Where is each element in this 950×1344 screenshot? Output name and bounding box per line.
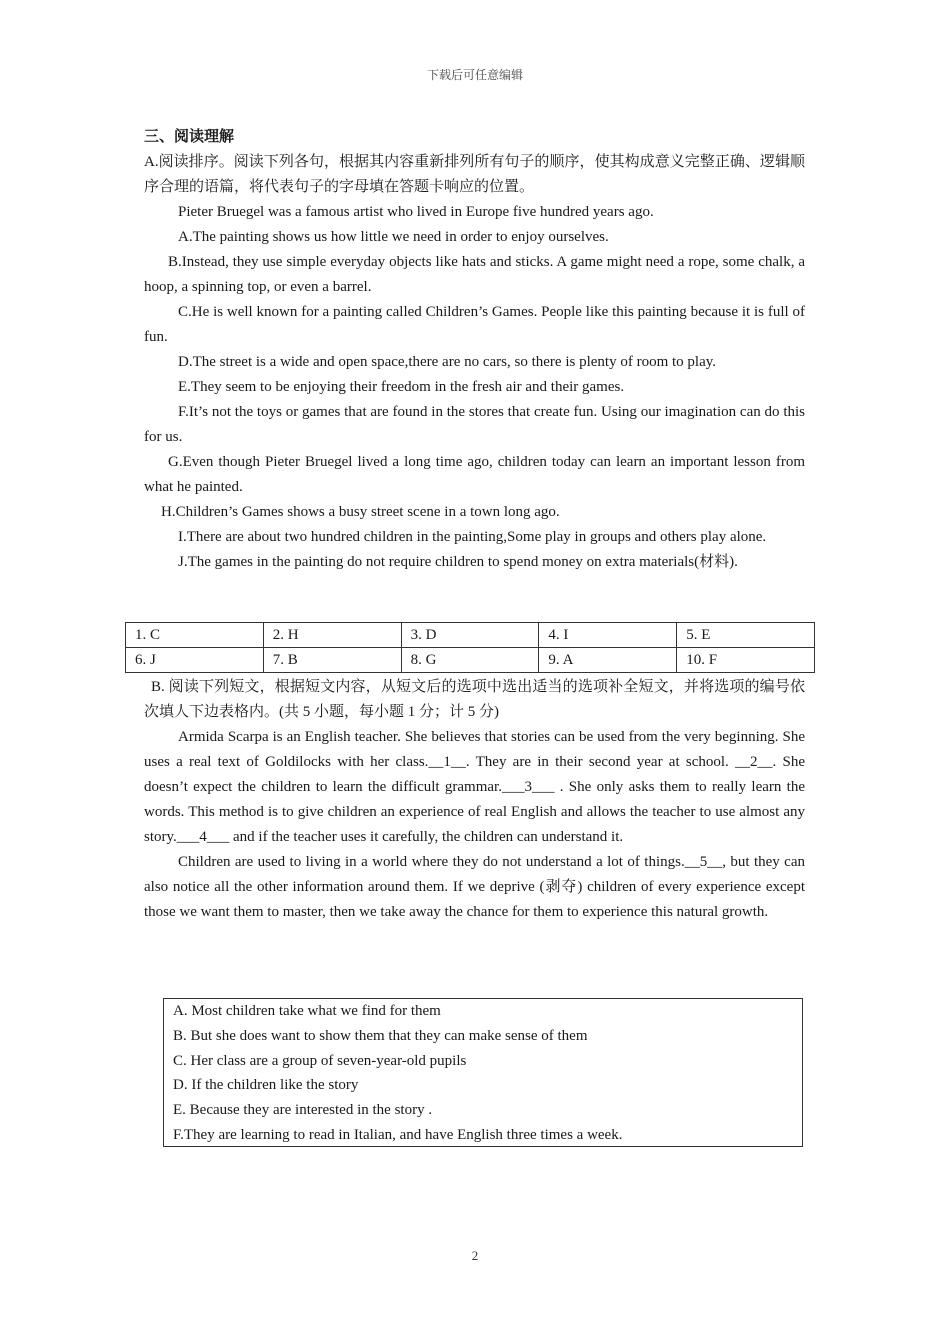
table-row xyxy=(126,648,815,673)
option-e: E. Because they are interested in the story . xyxy=(173,1102,433,1119)
passage-paragraph-1: Armida Scarpa is an English teacher. She believes that stories can be used from the very beginning. She uses a real text of Goldilocks with her class.__1__. They are in their second year at school. __2__. She doesn’t expect the children to learn the difficult grammar.___3___ . She only asks them to really learn the words. This method is to give children an experience of real English and allows the teacher to use almost any story.___4___ and if the teacher uses it carefully, the children can understand it. xyxy=(144,729,805,845)
sentence-j: J.The games in the painting do not require children to spend money on extra materials(材料). xyxy=(178,554,738,570)
option-f: F.They are learning to read in Italian, and have English three times a week. xyxy=(173,1126,623,1143)
option-b: B. But she does want to show them that they can make sense of them xyxy=(173,1027,588,1044)
sentence-e: E.They seem to be enjoying their freedom in the fresh air and their games. xyxy=(178,379,625,395)
passage-paragraph-2: Children are used to living in a world where they do not understand a lot of things.__5__, but they can also notice all the other information around them. If we deprive (剥夺) children of every experience except those we want them to master, then we take away the chance for them to experience this natural growth. xyxy=(144,854,805,920)
answer-cell: 2. H xyxy=(263,623,401,648)
part-b-instructions: B. 阅读下列短文，根据短文内容，从短文后的选项中选出适当的选项补全短文，并将选项的编号依次填人下边表格内。(共 5 小题，每小题 1 分；计 5 分) xyxy=(144,679,805,720)
sentence-b: B.Instead, they use simple everyday objects like hats and sticks. A game might need a rope, some chalk, a hoop, a spinning top, or even a barrel. xyxy=(144,254,805,295)
sentence-d: D.The street is a wide and open space,there are no cars, so there is plenty of room to play. xyxy=(178,354,717,370)
answer-cell: 3. D xyxy=(401,623,539,648)
option-d: D. If the children like the story xyxy=(173,1077,359,1094)
answer-cell: 9. A xyxy=(539,648,677,673)
sentence-g: G.Even though Pieter Bruegel lived a long time ago, children today can learn an important lesson from what he painted. xyxy=(144,454,805,495)
table-row xyxy=(126,623,815,648)
part-a xyxy=(144,125,805,575)
answer-cell: 1. C xyxy=(126,623,264,648)
part-b xyxy=(144,675,805,925)
sentence-f: F.It’s not the toys or games that are found in the stores that create fun. Using our imagination can do this for us. xyxy=(144,404,805,445)
answer-cell: 5. E xyxy=(677,623,815,648)
opening-sentence: Pieter Bruegel was a famous artist who lived in Europe five hundred years ago. xyxy=(178,204,654,220)
options-box xyxy=(163,998,803,1147)
sentence-h: H.Children’s Games shows a busy street scene in a town long ago. xyxy=(161,504,560,520)
option-c: C. Her class are a group of seven-year-old pupils xyxy=(173,1052,467,1069)
answer-cell: 7. B xyxy=(263,648,401,673)
answer-cell: 8. G xyxy=(401,648,539,673)
sentence-c: C.He is well known for a painting called Children’s Games. People like this painting because it is full of fun. xyxy=(144,304,805,345)
sentence-i: I.There are about two hundred children in the painting,Some play in groups and others play alone. xyxy=(178,529,767,545)
page-header: 下载后可任意编辑 xyxy=(426,68,523,82)
answer-cell: 6. J xyxy=(126,648,264,673)
part-a-instructions: A.阅读排序。阅读下列各句，根据其内容重新排列所有句子的顺序，使其构成意义完整正确、逻辑顺序合理的语篇，将代表句子的字母填在答题卡响应的位置。 xyxy=(144,154,805,195)
answer-cell: 10. F xyxy=(677,648,815,673)
page-number: 2 xyxy=(471,1248,479,1263)
option-a: A. Most children take what we find for them xyxy=(173,1003,441,1019)
answer-table xyxy=(125,622,815,673)
section-title: 三、阅读理解 xyxy=(144,129,235,145)
answer-cell: 4. I xyxy=(539,623,677,648)
sentence-a: A.The painting shows us how little we need in order to enjoy ourselves. xyxy=(178,229,609,245)
